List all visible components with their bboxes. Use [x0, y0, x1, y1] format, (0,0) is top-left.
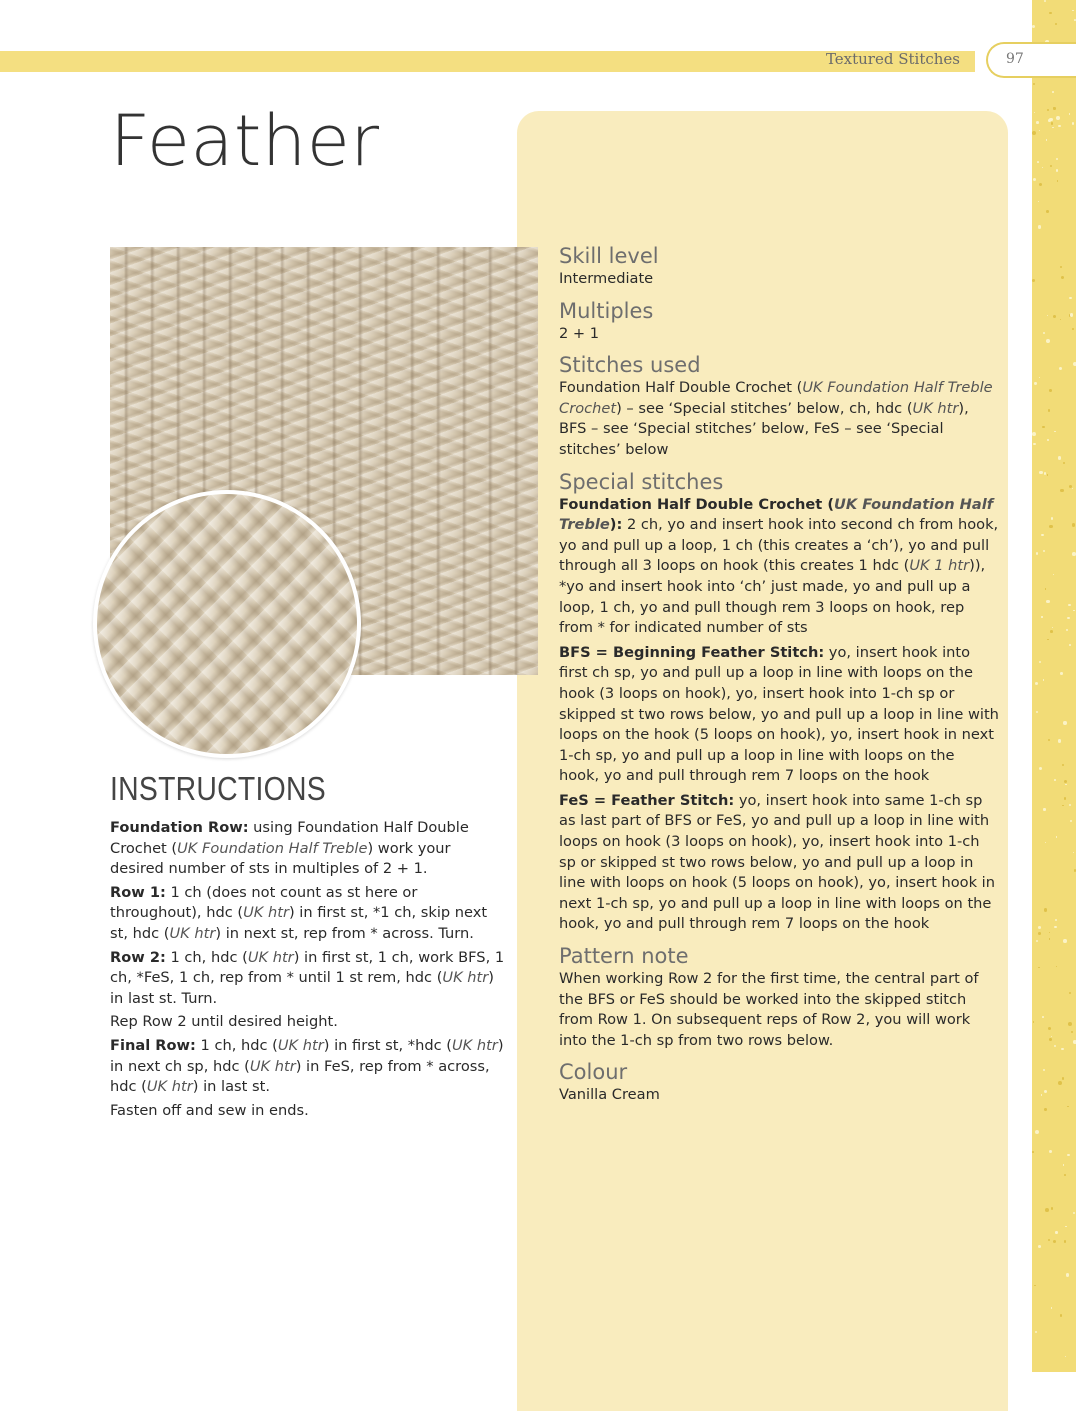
speck — [1039, 661, 1041, 663]
speck — [1065, 1356, 1066, 1357]
decorative-speckled-strip — [1032, 0, 1076, 1372]
speck — [1069, 297, 1072, 300]
speck — [1051, 1307, 1052, 1308]
speck — [1035, 1331, 1037, 1333]
speck — [1063, 1164, 1064, 1165]
speck — [1069, 804, 1071, 806]
note-heading: Pattern note — [559, 944, 689, 969]
speck — [1038, 932, 1041, 935]
speck — [1044, 1108, 1047, 1111]
speck — [1049, 932, 1050, 933]
speck — [1042, 167, 1043, 168]
stitches-value: Foundation Half Double Crochet (UK Foundation Half Treble Crochet) – see ‘Special stitches’ below, ch, hdc (UK htr), BFS – see ‘Special stitches’ below, FeS – see ‘Special stitches’ below — [559, 379, 993, 458]
speck — [1047, 109, 1049, 111]
speck — [1059, 367, 1062, 370]
speck — [1036, 940, 1038, 942]
speck — [1043, 808, 1045, 810]
speck — [1063, 462, 1065, 464]
note-value: When working Row 2 for the first time, the central part of the BFS or FeS should be worked into the skipped stitch from Row 1. On subsequent reps of Row 2, you will work into the 1-ch sp from two rows below. — [559, 970, 979, 1049]
speck — [1033, 1021, 1034, 1022]
speck — [1054, 779, 1056, 781]
speck — [1054, 431, 1056, 433]
speck — [1051, 1036, 1052, 1037]
skill-heading: Skill level — [559, 244, 659, 268]
speck — [1044, 472, 1047, 475]
speck — [1047, 639, 1048, 640]
instructions-body — [110, 818, 505, 1124]
repeat-note: Rep Row 2 until desired height. — [110, 1013, 338, 1031]
speck — [1038, 225, 1041, 228]
speck — [1058, 1081, 1062, 1085]
speck — [1048, 1027, 1051, 1030]
speck — [1064, 780, 1068, 784]
speck — [1068, 604, 1070, 606]
closeup-photo — [93, 490, 361, 758]
speck — [1069, 644, 1071, 646]
speck — [1067, 1154, 1070, 1157]
multiples-value: 2 + 1 — [559, 324, 600, 342]
speck — [1070, 820, 1072, 822]
pattern-note-section — [559, 943, 999, 1051]
speck — [1043, 1069, 1045, 1071]
page-number: 97 — [1006, 51, 1024, 67]
skill-value: Intermediate — [559, 270, 654, 287]
speck — [1056, 836, 1058, 838]
speck — [1067, 617, 1069, 619]
foundation-row: Foundation Row: using Foundation Half Double Crochet (UK Foundation Half Treble) work your desired number of sts in multiples of 2 + 1. — [110, 819, 469, 878]
speck — [1072, 488, 1074, 490]
final-row: Final Row: 1 ch, hdc (UK htr) in first st, *hdc (UK htr) in next ch sp, hdc (UK htr) in FeS, rep from * across, hdc (UK htr) in last st. — [110, 1036, 504, 1096]
speck — [1058, 456, 1062, 460]
speck — [1049, 938, 1051, 940]
speck — [1053, 1240, 1056, 1243]
speck — [1042, 426, 1044, 428]
speck — [1046, 210, 1049, 213]
speck — [1051, 517, 1053, 519]
speck — [1056, 966, 1057, 967]
speck — [1043, 332, 1045, 334]
speck — [1060, 319, 1062, 321]
page-title: Feather — [110, 100, 380, 182]
speck — [1073, 852, 1074, 853]
speck — [1039, 183, 1042, 186]
speck — [1060, 266, 1063, 269]
speck — [1032, 25, 1035, 28]
speck — [1039, 130, 1040, 131]
speck — [1033, 178, 1036, 181]
speck — [1051, 122, 1054, 125]
multiples-section — [559, 298, 999, 345]
speck — [1038, 1245, 1041, 1248]
speck — [1048, 409, 1051, 412]
speck — [1060, 489, 1064, 493]
speck — [1052, 627, 1053, 628]
speck — [1037, 161, 1039, 163]
speck — [1046, 139, 1047, 140]
fasten-off: Fasten off and sew in ends. — [110, 1101, 309, 1119]
speck — [1054, 926, 1056, 928]
speck — [1058, 739, 1061, 742]
speck — [1066, 1273, 1070, 1277]
speck — [1047, 474, 1048, 475]
bfs-description: BFS = Beginning Feather Stitch: yo, insert hook into first ch sp, yo and pull up a loop in line with loops on the hook (3 loops on hook), yo, insert hook into 1-ch sp or skipped st two rows below, yo and pull up a loop in line with loops on the hook (5 loops on hook), yo, insert hook in next 1-ch sp, yo and pull up a loop in line with loops on the hook, yo and pull through rem 7 loops on the hook — [559, 643, 999, 785]
speck — [1052, 91, 1054, 93]
speck — [1072, 10, 1074, 12]
speck — [1064, 1240, 1067, 1243]
speck — [1072, 122, 1075, 125]
speck — [1053, 574, 1054, 575]
stitches-heading: Stitches used — [559, 353, 701, 378]
speck — [1046, 600, 1050, 604]
speck — [1062, 1077, 1064, 1079]
row-1: Row 1: 1 ch (does not count as st here or throughout), hdc (UK htr) in first st, *1 ch, skip next st, hdc (UK htr) in next st, rep from * across. Turn. — [110, 883, 488, 942]
special-stitches-section — [559, 469, 999, 935]
speck — [1065, 784, 1067, 786]
speck — [1072, 328, 1074, 330]
speck — [1039, 767, 1042, 770]
speck — [1063, 939, 1067, 943]
speck — [1049, 389, 1052, 392]
speck — [1055, 23, 1057, 25]
speck — [1034, 112, 1036, 114]
speck — [1041, 1094, 1042, 1095]
speck — [1039, 471, 1042, 474]
speck — [1070, 313, 1074, 317]
speck — [1053, 315, 1056, 318]
speck — [1066, 629, 1068, 631]
speck — [1039, 377, 1040, 378]
multiples-heading: Multiples — [559, 298, 654, 323]
speck — [1064, 797, 1067, 800]
speck — [1073, 610, 1075, 612]
speck — [1048, 739, 1050, 741]
speck — [1055, 1231, 1057, 1233]
speck — [1062, 764, 1064, 766]
speck — [1043, 679, 1044, 680]
speck — [1072, 523, 1076, 527]
speck — [1034, 382, 1036, 384]
speck — [1032, 131, 1036, 135]
speck — [1056, 158, 1058, 160]
speck — [1062, 805, 1063, 806]
speck — [1071, 1031, 1073, 1033]
speck — [1072, 552, 1076, 556]
speck — [1061, 276, 1064, 279]
speck — [1041, 616, 1042, 617]
speck — [1050, 630, 1053, 633]
stitches-section — [559, 352, 999, 460]
speck — [1032, 1151, 1034, 1153]
speck — [1044, 1090, 1047, 1093]
speck — [1049, 12, 1051, 14]
speck — [1032, 432, 1036, 436]
skill-section — [559, 243, 999, 290]
speck — [1064, 1174, 1066, 1176]
speck — [1052, 127, 1054, 129]
speck — [1043, 550, 1045, 552]
speck — [1060, 672, 1063, 675]
speck — [1054, 1045, 1057, 1048]
speck — [1041, 534, 1043, 536]
speck — [1032, 279, 1035, 282]
speck — [1073, 1212, 1075, 1214]
speck — [1045, 842, 1046, 843]
speck — [1038, 967, 1039, 968]
speck — [1063, 721, 1066, 724]
speck — [1058, 125, 1060, 127]
speck — [1061, 1048, 1063, 1050]
speck — [1034, 1285, 1036, 1287]
speck — [1033, 83, 1035, 85]
special-heading: Special stitches — [559, 469, 724, 494]
speck — [1051, 1207, 1054, 1210]
speck — [1055, 919, 1057, 921]
speck — [1056, 169, 1059, 172]
colour-section — [559, 1059, 999, 1106]
speck — [1049, 525, 1053, 529]
speck — [1046, 339, 1050, 343]
pattern-details — [559, 243, 999, 1114]
page-number-badge — [986, 42, 1076, 78]
section-label: Textured Stitches — [825, 50, 960, 68]
speck — [1045, 588, 1046, 589]
colour-heading: Colour — [559, 1060, 628, 1085]
speck — [1038, 926, 1041, 929]
speck — [1047, 315, 1048, 316]
speck — [1036, 121, 1039, 124]
colour-value: Vanilla Cream — [559, 1086, 660, 1104]
speck — [1033, 443, 1036, 446]
speck — [1060, 1314, 1062, 1316]
speck — [1045, 1208, 1049, 1212]
speck — [1057, 180, 1059, 182]
speck — [1047, 439, 1049, 441]
speck — [1035, 1130, 1039, 1134]
speck — [1035, 682, 1038, 685]
speck — [1067, 1106, 1068, 1107]
speck — [1065, 1226, 1066, 1227]
speck — [1036, 711, 1038, 713]
speck — [1044, 908, 1047, 911]
speck — [1044, 0, 1046, 2]
row-2: Row 2: 1 ch, hdc (UK htr) in first st, 1 ch, work BFS, 1 ch, *FeS, 1 ch, rep from * until 1 st rem, hdc (UK htr) in last st. Turn. — [110, 948, 505, 1007]
speck — [1049, 1150, 1052, 1153]
speck — [1048, 1239, 1050, 1241]
speck — [1069, 113, 1070, 114]
fhdc-description: Foundation Half Double Crochet (UK Foundation Half Treble): 2 ch, yo and insert hook into second ch from hook, yo and pull up a loop, 1 ch (this creates a ‘ch’), yo and pull through all 3 loops on hook (this creates 1 hdc (UK 1 htr)), *yo and insert hook into ‘ch’ just made, yo and pull up a loop, 1 ch, yo and pull though rem 3 loops on hook, rep from * for indicated number of sts — [559, 495, 999, 637]
fes-description: FeS = Feather Stitch: yo, insert hook into same 1-ch sp as last part of BFS or FeS, yo and pull up a loop in line with loops on hook (3 loops on hook), yo, insert hook into 1-ch sp or skipped st two rows below, yo and pull up a loop in line with loops on hook (5 loops on hook), yo, insert hook in next 1-ch sp, yo and pull up a loop in line with loops on the hook, yo and pull through rem 7 loops on the hook — [559, 791, 995, 933]
instructions-heading: INSTRUCTIONS — [110, 770, 326, 807]
speck — [1036, 552, 1039, 555]
speck — [1048, 119, 1051, 122]
speck — [1068, 1022, 1072, 1026]
speck — [1038, 201, 1039, 202]
speck — [1049, 1038, 1052, 1041]
speck — [1056, 116, 1060, 120]
speck — [1050, 165, 1053, 168]
speck — [1042, 1016, 1044, 1018]
speck — [1069, 992, 1071, 994]
